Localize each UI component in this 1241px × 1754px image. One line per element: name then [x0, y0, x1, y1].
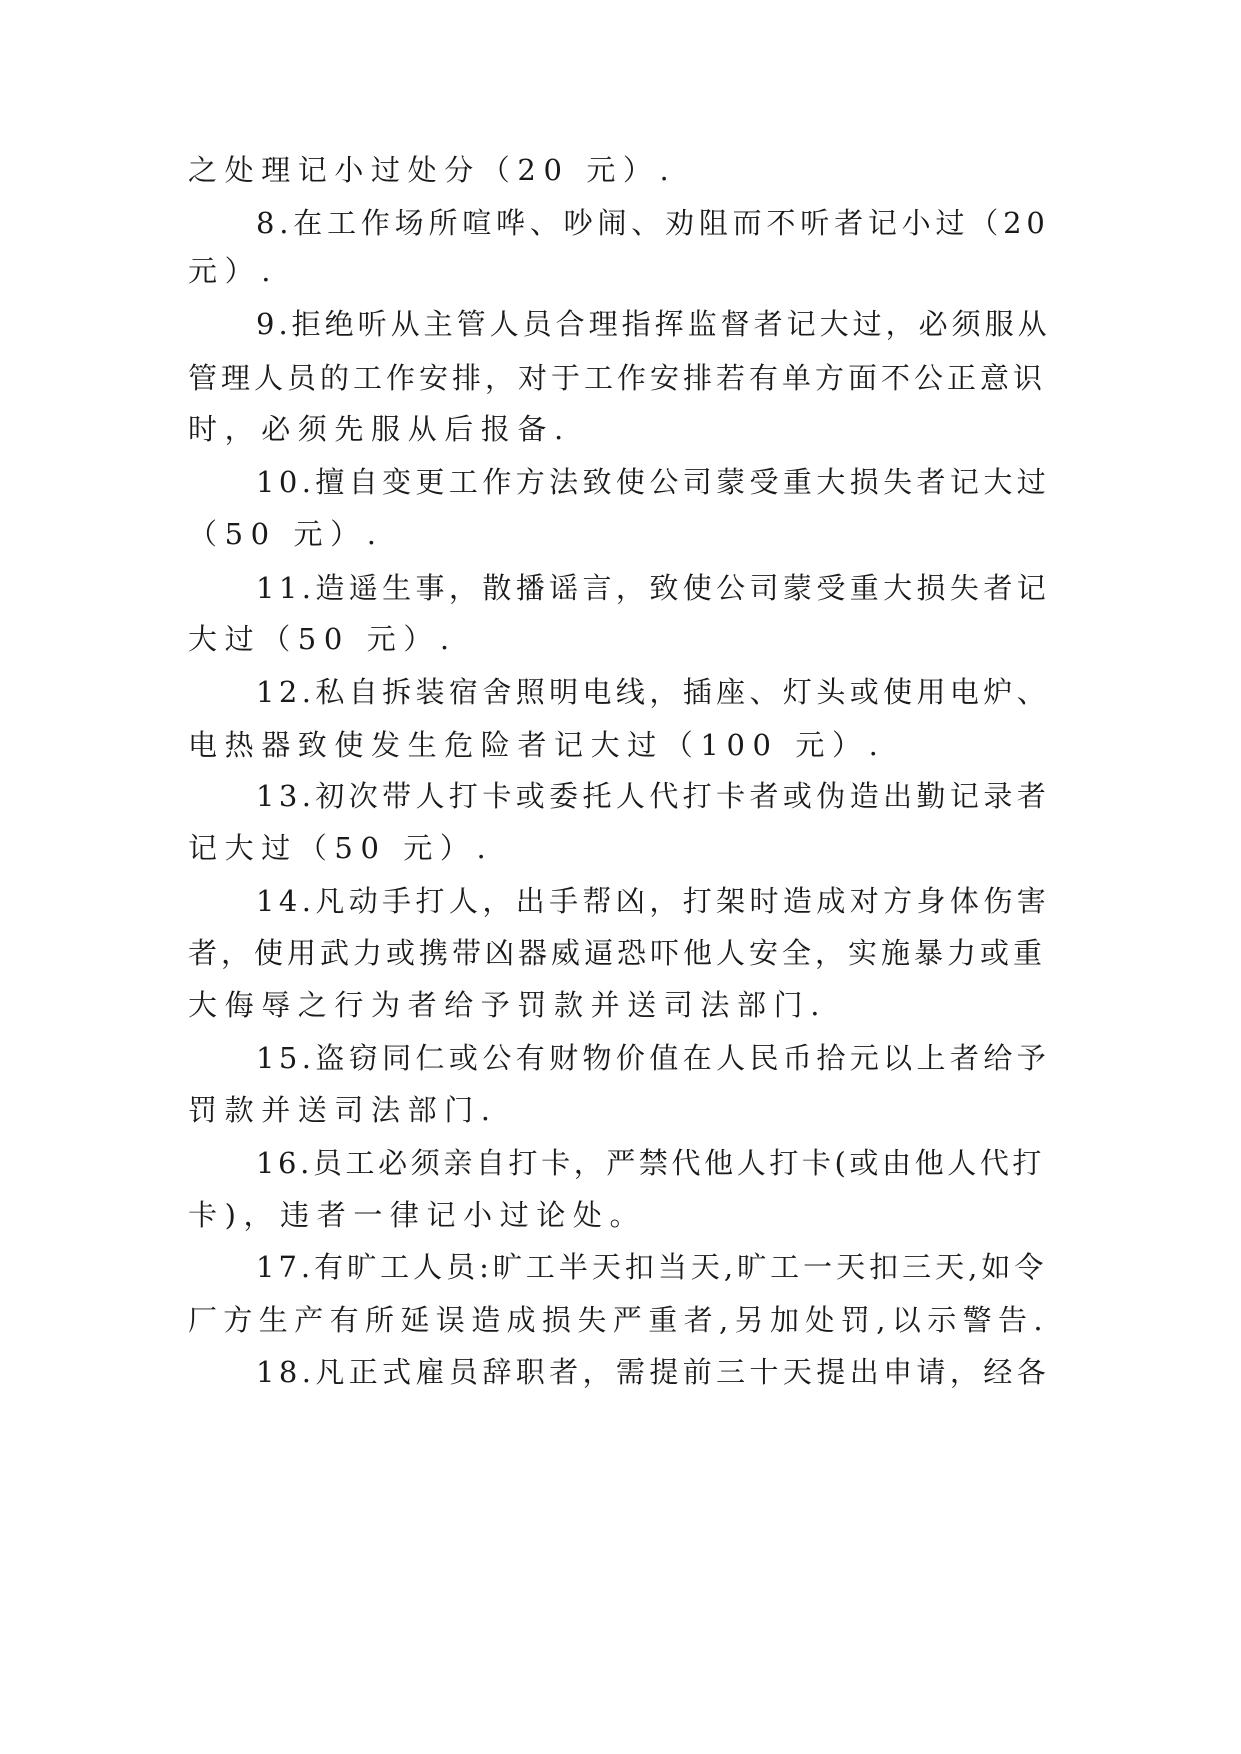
text-line: 电热器致使发生危险者记大过（100 元）.: [188, 728, 886, 762]
text-line: 厂方生产有所延误造成损失严重者,另加处罚,以示警告.: [188, 1303, 1050, 1337]
text-line: 时，必须先服从后报备.: [188, 412, 571, 446]
text-line: 元）.: [188, 254, 279, 288]
text-line: 者，使用武力或携带凶器威逼恐吓他人安全，实施暴力或重: [188, 936, 1047, 970]
text-line: 卡)，违者一律记小过论处。: [188, 1198, 647, 1232]
text-line: 18.凡正式雇员辞职者，需提前三十天提出申请，经各: [256, 1355, 1051, 1389]
text-line: 12.私自拆装宿舍照明电线，插座、灯头或使用电炉、: [256, 675, 1051, 709]
text-line: 大侮辱之行为者给予罚款并送司法部门.: [188, 988, 828, 1022]
text-line: 16.员工必须亲自打卡，严禁代他人打卡(或由他人代打: [256, 1146, 1046, 1180]
text-line: 17.有旷工人员:旷工半天扣当天,旷工一天扣三天,如令: [256, 1250, 1048, 1284]
text-line: 罚款并送司法部门.: [188, 1093, 498, 1127]
text-line: 大过（50 元）.: [188, 622, 457, 656]
text-line: 15.盗窃同仁或公有财物价值在人民币拾元以上者给予: [256, 1041, 1051, 1075]
text-line: 10.擅自变更工作方法致使公司蒙受重大损失者记大过: [256, 465, 1051, 499]
text-line: 8.在工作场所喧哗、吵闹、劝阻而不听者记小过（20: [256, 206, 1050, 240]
text-line: 11.造遥生事，散播谣言，致使公司蒙受重大损失者记: [256, 571, 1051, 605]
text-line: 14.凡动手打人，出手帮凶，打架时造成对方身体伤害: [256, 884, 1051, 918]
text-line: 9.拒绝听从主管人员合理指挥监督者记大过，必须服从: [256, 307, 1051, 341]
text-line: （50 元）.: [188, 517, 384, 551]
text-line: 13.初次带人打卡或委托人代打卡者或伪造出勤记录者: [256, 779, 1051, 813]
text-line: 记大过（50 元）.: [188, 831, 494, 865]
text-line: 管理人员的工作安排，对于工作安排若有单方面不公正意识: [188, 361, 1047, 395]
text-line: 之处理记小过处分（20 元）.: [188, 153, 677, 187]
